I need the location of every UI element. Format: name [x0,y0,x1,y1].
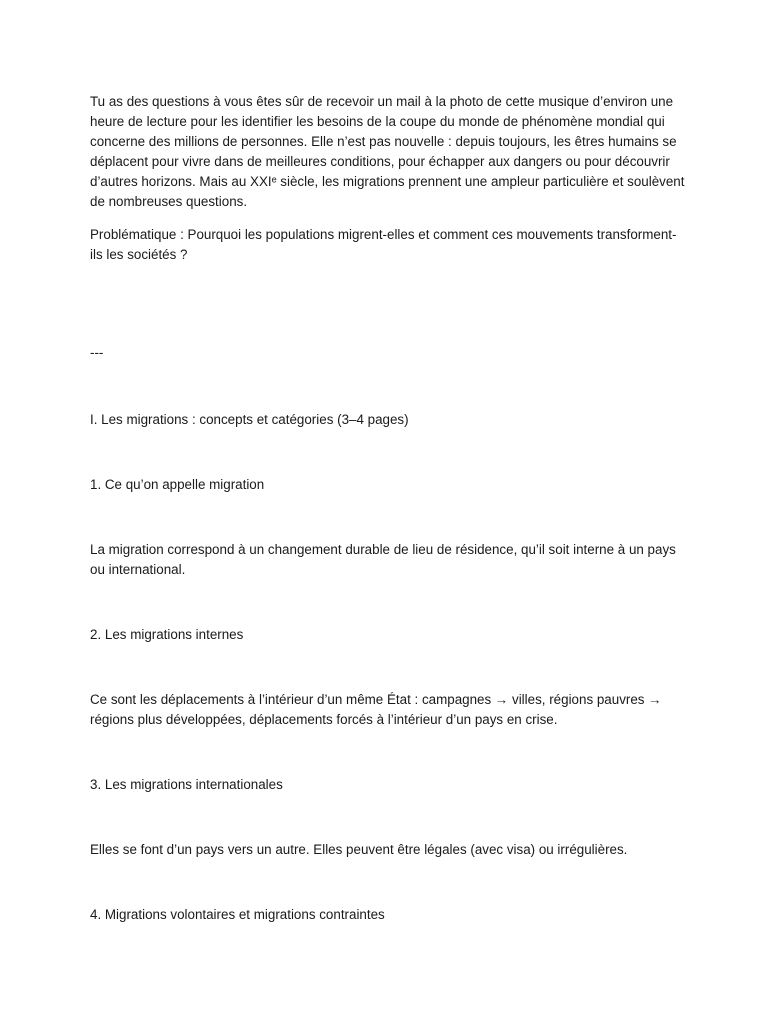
subsection-1-text: La migration correspond à un changement durable de lieu de résidence, qu’il soit interne à un pays ou international. [90,542,676,577]
subsection-3-text: Elles se font d’un pays vers un autre. Elles peuvent être légales (avec visa) ou irrégulières. [90,842,628,857]
problematique-paragraph: Problématique : Pourquoi les populations migrent-elles et comment ces mouvements transforment-ils les sociétés ? [90,227,677,262]
subsection-3-heading: 3. Les migrations internationales [90,777,283,792]
document-body [90,92,686,925]
subsection-2-heading: 2. Les migrations internes [90,627,244,642]
subsection-2-text: Ce sont les déplacements à l’intérieur d’un même État : campagnes → villes, régions pauvres → régions plus développées, déplacements forcés à l’intérieur d’un pays en crise. [90,692,662,727]
separator-line: --- [90,345,104,360]
section-1-heading: I. Les migrations : concepts et catégories (3–4 pages) [90,412,409,427]
subsection-4-heading: 4. Migrations volontaires et migrations contraintes [90,907,385,922]
intro-paragraph: Tu as des questions à vous êtes sûr de recevoir un mail à la photo de cette musique d’environ une heure de lecture pour les identifier les besoins de la coupe du monde de phénomène mondial qui concerne des millions de personnes. Elle n’est pas nouvelle : depuis toujours, les êtres humains se déplacent pour vivre dans de meilleures conditions, pour échapper aux dangers ou pour découvrir d’autres horizons. Mais au XXIᵉ siècle, les migrations prennent une ampleur particulière et soulèvent de nombreuses questions. [90,94,685,209]
subsection-1-heading: 1. Ce qu’on appelle migration [90,477,265,492]
